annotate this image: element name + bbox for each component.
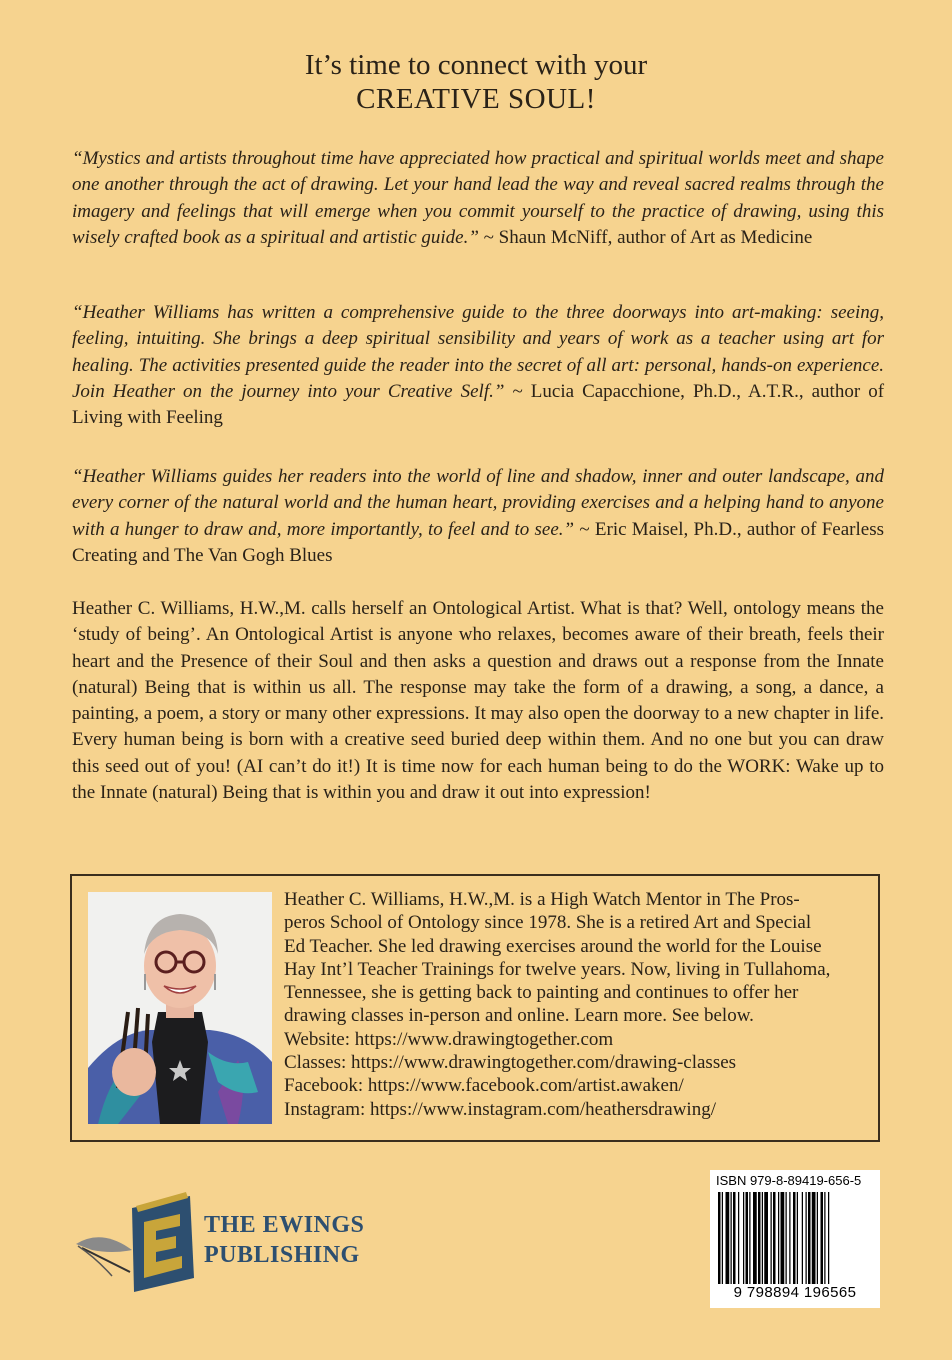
barcode-bar xyxy=(793,1192,796,1284)
testimonial-capacchione xyxy=(72,300,884,431)
barcode-bar xyxy=(802,1192,803,1284)
testimonial-attribution: ~ Eric Maisel, Ph.D., author of Fearless Creating and The Van Gogh Blues xyxy=(72,518,884,566)
headline xyxy=(0,48,952,116)
barcode-bar xyxy=(743,1192,744,1284)
barcode-bar xyxy=(797,1192,798,1284)
book-description: Heather C. Williams, H.W.,M. calls herself an Ontological Artist. What is that? Well, ontology means the ‘study of being’. An Ontological Artist is anyone who relaxes, becomes aware of their breath, feels their heart and the Presence of their Soul and then asks a question and draws out a response from the Innate (natural) Being that is within us all. The response may take the form of a drawing, a song, a dance, a painting, a poem, a story or many other expressions. It may also open the doorway to a new chapter in life. Every human being is born with a creative seed buried deep within them. And no one but you can draw this seed out of you! (AI can’t do it!) It is time now for each human being to do the WORK: Wake up to the Innate (natural) Being that is within you and draw it out into expression! xyxy=(72,598,884,804)
barcode-bar xyxy=(733,1192,736,1284)
barcode-number: 9 798894 196565 xyxy=(733,1284,857,1301)
barcode-bar xyxy=(738,1192,739,1284)
barcode-bar xyxy=(789,1192,790,1284)
barcode-bar xyxy=(808,1192,811,1284)
barcode-bar xyxy=(821,1192,824,1284)
headline-line-2: CREATIVE SOUL! xyxy=(356,83,596,115)
barcode-bar xyxy=(824,1192,825,1284)
barcode-bar xyxy=(828,1192,829,1284)
barcode-bar xyxy=(722,1192,723,1284)
testimonial-quote: “Heather Williams has written a comprehensive guide to the three doorways into art-making: seeing, feeling, intuiting. She brings a deep spiritual sensibility and years of work as a teacher using art for healing. The activities presented guide the reader into the secret of all art: personal, hands-on experience. Join Heather on the journey into your Creative Self.” xyxy=(72,302,884,402)
bio-line: Tennessee, she is getting back to painting and continues to offer her xyxy=(284,982,799,1004)
isbn-label: ISBN 979-8-89419-656-5 xyxy=(716,1173,862,1188)
barcode-bar xyxy=(749,1192,750,1284)
barcode-bar xyxy=(746,1192,749,1284)
bio-line: drawing classes in-person and online. Learn more. See below. xyxy=(284,1005,754,1027)
bio-line: Hay Int’l Teacher Trainings for twelve years. Now, living in Tullahoma, xyxy=(284,958,831,980)
author-photo xyxy=(88,892,272,1124)
barcode-bar xyxy=(758,1192,761,1284)
barcode-bar xyxy=(806,1192,807,1284)
testimonial-attribution: ~ Shaun McNiff, author of Art as Medicine xyxy=(483,226,813,248)
barcode-bar xyxy=(786,1192,787,1284)
testimonial-mcniff xyxy=(72,146,884,251)
publisher-name xyxy=(204,1210,364,1270)
book-quill-icon xyxy=(72,1188,212,1298)
website-link: Website: https://www.drawingtogether.com xyxy=(284,1028,614,1050)
barcode-bar xyxy=(781,1192,785,1284)
barcode-bar xyxy=(778,1192,779,1284)
barcode-bar xyxy=(753,1192,757,1284)
barcode-box xyxy=(710,1170,880,1308)
barcode-bar xyxy=(762,1192,763,1284)
instagram-link: Instagram: https://www.instagram.com/heathersdrawing/ xyxy=(284,1098,716,1120)
testimonial-quote: “Heather Williams guides her readers into the world of line and shadow, inner and outer landscape, and every corner of the natural world and the human heart, providing exercises and a helping hand to anyone with a hunger to draw and, more importantly, to feel and to see.” xyxy=(72,466,884,540)
testimonial-quote: “Mystics and artists throughout time have appreciated how practical and spiritual worlds meet and shape one another through the act of drawing. Let your hand lead the way and reveal sacred realms through the imagery and feelings that will emerge when you commit yourself to the practice of drawing, using this wisely crafted book as a spiritual and artistic guide.” xyxy=(72,148,884,248)
author-bio-box xyxy=(70,874,880,1142)
bio-line: peros School of Ontology since 1978. She is a retired Art and Special xyxy=(284,912,812,934)
barcode xyxy=(716,1192,874,1284)
barcode-bar xyxy=(726,1192,730,1284)
testimonial-attribution: ~ Lucia Capacchione, Ph.D., A.T.R., author of Living with Feeling xyxy=(72,380,885,429)
facebook-link: Facebook: https://www.facebook.com/artist.awaken/ xyxy=(284,1075,684,1097)
publisher-line-1: THE EWINGS xyxy=(204,1212,365,1238)
classes-link: Classes: https://www.drawingtogether.com/drawing-classes xyxy=(284,1052,737,1074)
barcode-bar xyxy=(817,1192,818,1284)
barcode-bar xyxy=(764,1192,768,1284)
barcode-bar xyxy=(773,1192,776,1284)
author-bio xyxy=(284,888,868,1121)
barcode-bar xyxy=(718,1192,721,1284)
barcode-bar xyxy=(771,1192,772,1284)
bio-line: Heather C. Williams, H.W.,M. is a High Watch Mentor in The Pros- xyxy=(284,889,800,910)
barcode-bar xyxy=(812,1192,816,1284)
bio-line: Ed Teacher. She led drawing exercises around the world for the Louise xyxy=(284,935,822,957)
headline-line-1: It’s time to connect with your xyxy=(304,49,648,81)
publisher-logo xyxy=(72,1188,402,1298)
barcode-bar xyxy=(731,1192,732,1284)
publisher-line-2: PUBLISHING xyxy=(204,1242,360,1268)
testimonial-maisel xyxy=(72,464,884,569)
